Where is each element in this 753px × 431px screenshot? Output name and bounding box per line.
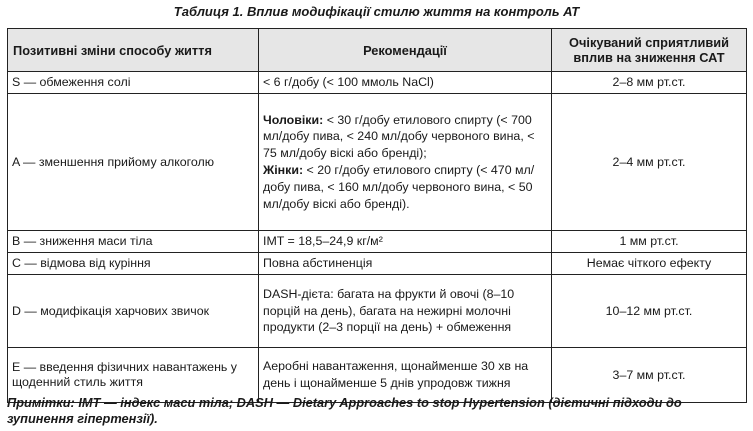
change-cell: C — відмова від куріння bbox=[8, 253, 259, 275]
header-recommendations: Рекомендації bbox=[259, 29, 552, 72]
header-positive-changes: Позитивні зміни способу життя bbox=[8, 29, 259, 72]
effect-cell: 3–7 мм рт.ст. bbox=[552, 348, 747, 403]
recommendation-cell: IMT = 18,5–24,9 кг/м² bbox=[259, 231, 552, 253]
effect-cell: 2–4 мм рт.ст. bbox=[552, 94, 747, 231]
recommendation-cell: Повна абстиненція bbox=[259, 253, 552, 275]
effect-cell: 2–8 мм рт.ст. bbox=[552, 72, 747, 94]
effect-cell: 10–12 мм рт.ст. bbox=[552, 275, 747, 348]
recommendation-cell bbox=[259, 94, 552, 231]
effect-cell: Немає чіткого ефекту bbox=[552, 253, 747, 275]
change-cell: A — зменшення прийому алкоголю bbox=[8, 94, 259, 231]
recommendation-cell: Аеробні навантаження, щонайменше 30 хв на день і щонайменше 5 днів упродовж тижня bbox=[259, 348, 552, 403]
table-row bbox=[8, 253, 747, 275]
header-row bbox=[8, 29, 747, 72]
change-cell: D — модифікація харчових звичок bbox=[8, 275, 259, 348]
change-cell: E — введення фізичних навантажень у щоденний стиль життя bbox=[8, 348, 259, 403]
table-footnote: Примітки: IMT — індекс маси тіла; DASH — Dietary Approaches to stop Hypertension (дієтичні підходи до зупинення гіпертензії). bbox=[7, 395, 682, 426]
header-expected-effect: Очікуваний сприятливий вплив на зниження САТ bbox=[552, 29, 747, 72]
table-row bbox=[8, 231, 747, 253]
women-text: < 20 г/добу етилового спирту (< 470 мл/добу пива, < 160 мл/добу червоного вина, < 50 мл/добу віскі або бренді). bbox=[263, 163, 535, 211]
recommendation-cell: < 6 г/добу (< 100 ммоль NaCl) bbox=[259, 72, 552, 94]
change-cell: B — зниження маси тіла bbox=[8, 231, 259, 253]
table-caption: Таблиця 1. Вплив модифікації стилю життя на контроль АТ bbox=[173, 4, 580, 19]
table-row bbox=[8, 72, 747, 94]
change-cell: S — обмеження солі bbox=[8, 72, 259, 94]
men-label: Чоловіки: bbox=[263, 112, 324, 127]
recommendation-cell: DASH-дієта: багата на фрукти й овочі (8–10 порцій на день), багата на нежирні молочні продукти (2–3 порції на день) + обмеження bbox=[259, 275, 552, 348]
men-text: < 30 г/добу етилового спирту (< 700 мл/добу пива, < 240 мл/добу червоного вина, < 75 мл/добу віскі або бренді); bbox=[263, 112, 535, 161]
effect-cell: 1 мм рт.ст. bbox=[552, 231, 747, 253]
women-label: Жінки: bbox=[263, 163, 304, 177]
table-row bbox=[8, 94, 747, 231]
table-row bbox=[8, 275, 747, 348]
lifestyle-table bbox=[7, 28, 747, 403]
